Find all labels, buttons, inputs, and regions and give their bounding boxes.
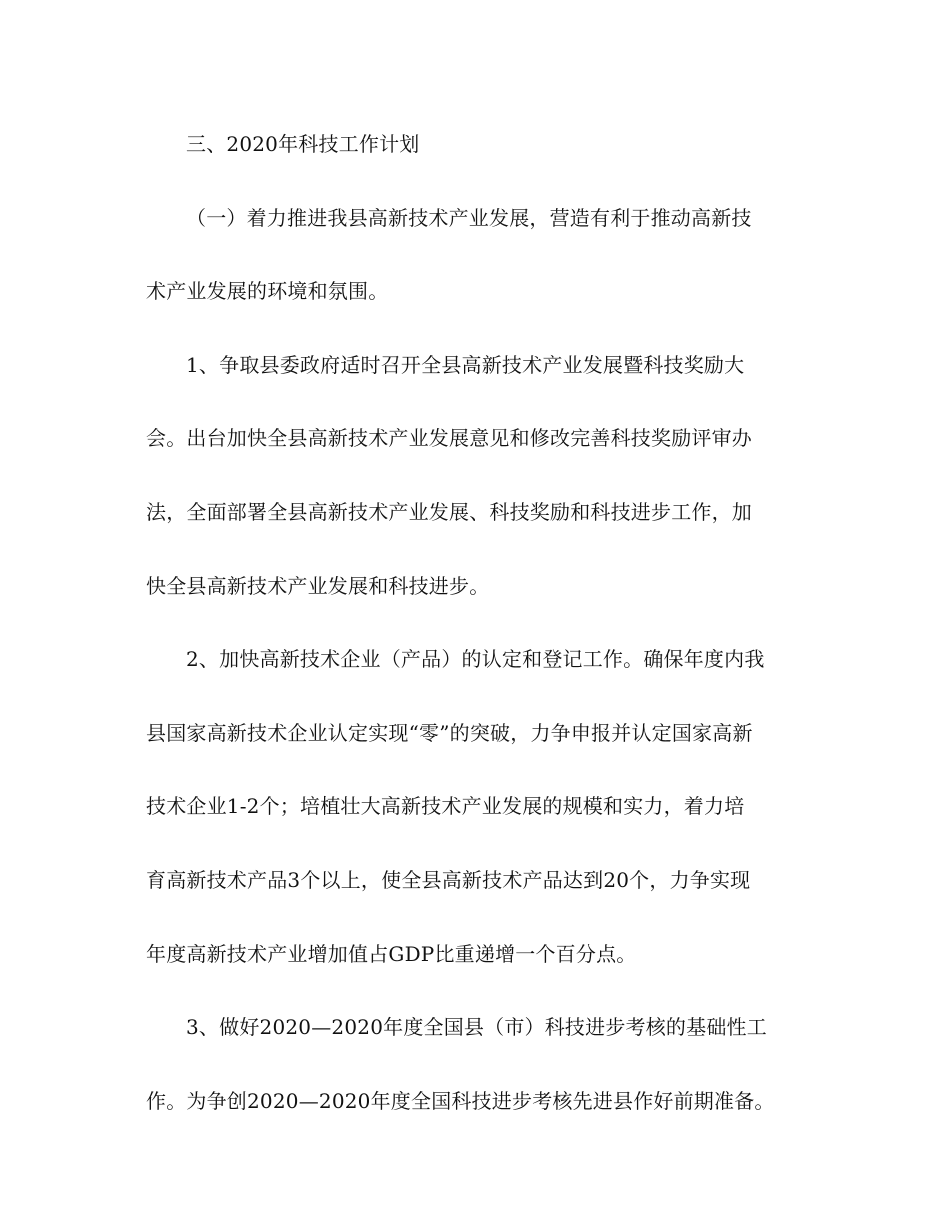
section-heading: 三、2020年科技工作计划 [186,132,420,156]
item-1-line-4: 快全县高新技术产业发展和科技进步。 [146,573,490,598]
subsection-heading-line-2: 术产业发展的环境和氛围。 [146,279,389,304]
item-2-line-3: 技术企业1-2个；培植壮大高新技术产业发展的规模和实力，着力培 [146,794,745,819]
document-body [146,124,816,1154]
item-3-line-1: 3、做好2020—2020年度全国县（市）科技进步考核的基础性工 [186,1015,767,1040]
item-3-line-2: 作。为争创2020—2020年度全国科技进步考核先进县作好前期准备。 [146,1088,775,1113]
item-1-line-2: 会。出台加快全县高新技术产业发展意见和修改完善科技奖励评审办 [146,426,752,451]
item-2-line-5: 年度高新技术产业增加值占GDP比重递增一个百分点。 [146,941,637,966]
item-1-line-3: 法，全面部署全县高新技术产业发展、科技奖励和科技进步工作，加 [146,499,752,524]
item-2-line-1: 2、加快高新技术企业（产品）的认定和登记工作。确保年度内我 [186,647,765,672]
item-2-line-4: 育高新技术产品3个以上，使全县高新技术产品达到20个，力争实现 [146,867,751,892]
item-1-line-1: 1、争取县委政府适时召开全县高新技术产业发展暨科技奖励大 [186,352,745,377]
item-2-line-2: 县国家高新技术企业认定实现“零”的突破，力争申报并认定国家高新 [146,720,753,745]
subsection-heading-line-1: （一）着力推进我县高新技术产业发展，营造有利于推动高新技 [186,205,752,230]
